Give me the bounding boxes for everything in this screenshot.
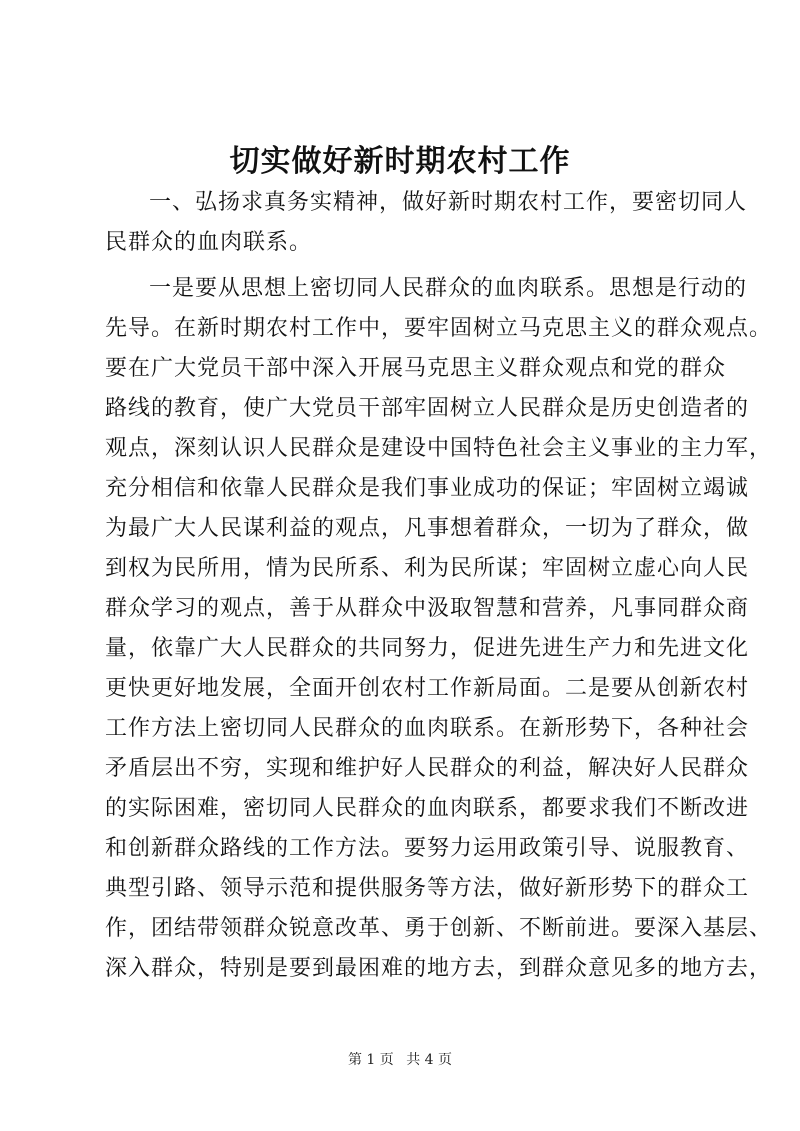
- text-line: 到权为民所用，情为民所系、利为民所谋；牢固树立虚心向人民: [105, 556, 750, 581]
- page-number: 第 1 页: [347, 1052, 394, 1068]
- text-line: 的实际困难，密切同人民群众的血肉联系，都要求我们不断改进: [105, 796, 750, 821]
- text-line: 路线的教育，使广大党员干部牢固树立人民群众是历史创造者的: [105, 396, 750, 421]
- text-line: 工作方法上密切同人民群众的血肉联系。在新形势下，各种社会: [105, 716, 750, 741]
- text-line: 一是要从思想上密切同人民群众的血肉联系。思想是行动的: [149, 276, 748, 301]
- paragraph-2: [105, 269, 773, 989]
- text-line: 观点，深刻认识人民群众是建设中国特色社会主义事业的主力军，: [105, 436, 773, 461]
- document-title: 切实做好新时期农村工作: [229, 144, 571, 179]
- text-line: 深入群众，特别是要到最困难的地方去，到群众意见多的地方去，: [105, 956, 773, 981]
- text-line: 充分相信和依靠人民群众是我们事业成功的保证；牢固树立竭诚: [105, 476, 750, 501]
- text-line: 和创新群众路线的工作方法。要努力运用政策引导、说服教育、: [105, 836, 750, 861]
- text-line: 一、弘扬求真务实精神，做好新时期农村工作，要密切同人: [149, 190, 748, 215]
- text-line: 典型引路、领导示范和提供服务等方法，做好新形势下的群众工: [105, 876, 750, 901]
- text-line: 作，团结带领群众锐意改革、勇于创新、不断前进。要深入基层、: [105, 916, 773, 941]
- text-line: 更快更好地发展，全面开创农村工作新局面。二是要从创新农村: [105, 676, 750, 701]
- text-line: 要在广大党员干部中深入开展马克思主义群众观点和党的群众: [105, 356, 727, 381]
- text-line: 先导。在新时期农村工作中，要牢固树立马克思主义的群众观点。: [105, 316, 773, 341]
- page-footer: [0, 1050, 800, 1070]
- paragraph-1: [105, 183, 748, 263]
- text-line: 量，依靠广大人民群众的共同努力，促进先进生产力和先进文化: [105, 636, 750, 661]
- text-line: 群众学习的观点，善于从群众中汲取智慧和营养，凡事同群众商: [105, 596, 750, 621]
- text-line: 为最广大人民谋利益的观点，凡事想着群众，一切为了群众，做: [105, 516, 750, 541]
- text-line: 民群众的血肉联系。: [105, 230, 313, 255]
- text-line: 矛盾层出不穷，实现和维护好人民群众的利益，解决好人民群众: [105, 756, 750, 781]
- page-total: 共 4 页: [406, 1052, 453, 1068]
- document-body: [105, 183, 773, 995]
